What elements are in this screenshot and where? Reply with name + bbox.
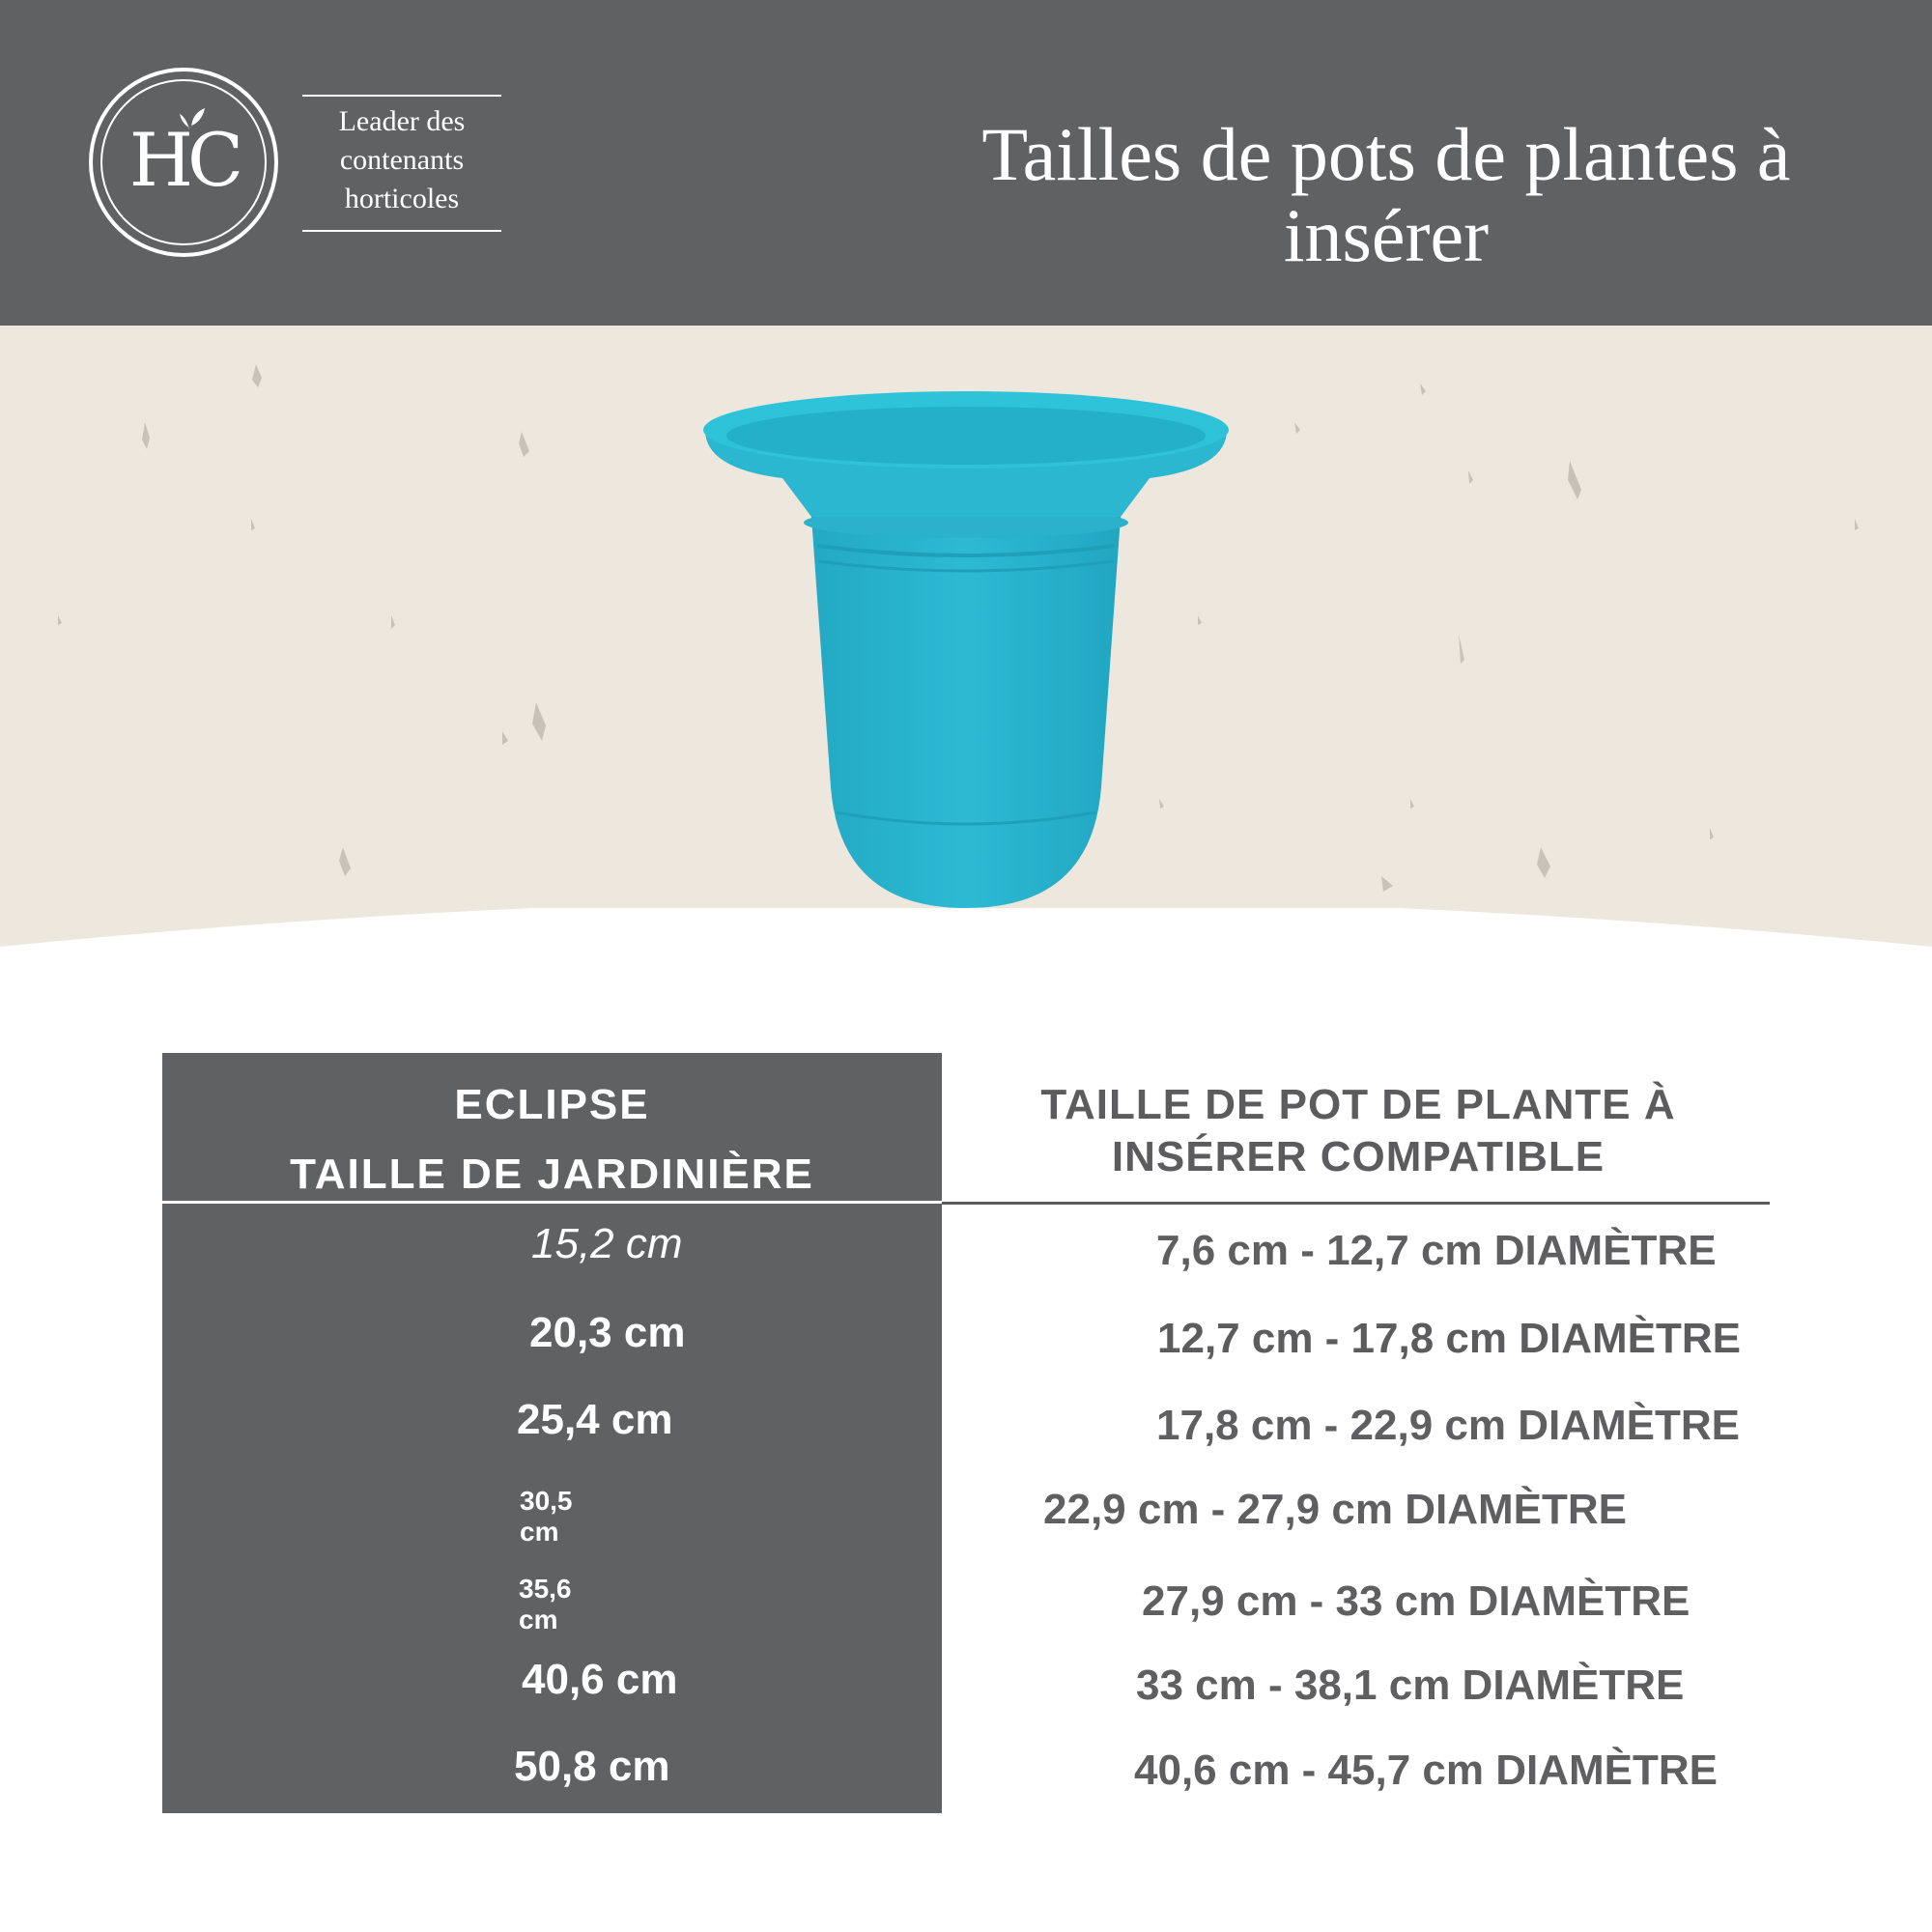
insert-size-cell: 27,9 cm - 33 cm DIAMÈTRE [1142,1577,1690,1625]
planter-size-cell: 30,5 cm [520,1486,573,1547]
insert-size-cell: 33 cm - 38,1 cm DIAMÈTRE [1136,1662,1685,1709]
planter-size-cell: 20,3 cm [529,1309,686,1356]
planter-size-cell: 50,8 cm [514,1743,670,1790]
planter-size-cell: 15,2 cm [531,1220,683,1267]
insert-size-cell: 12,7 cm - 17,8 cm DIAMÈTRE [1157,1315,1742,1362]
planter-size-cell: 40,6 cm [522,1656,678,1703]
header-banner [0,0,1932,326]
insert-size-header: TAILLE DE POT DE PLANTE À INSÉRER COMPATIBLE [1040,1081,1676,1180]
insert-size-cell: 7,6 cm - 12,7 cm DIAMÈTRE [1156,1227,1717,1274]
planter-size-header: ECLIPSE TAILLE DE JARDINIÈRE [290,1081,814,1198]
insert-size-cell: 22,9 cm - 27,9 cm DIAMÈTRE [1043,1486,1628,1533]
planter-size-cell: 35,6 cm [519,1574,572,1634]
page-title: Tailles de pots de plantes à insérer [981,112,1791,277]
insert-size-cell: 40,6 cm - 45,7 cm DIAMÈTRE [1134,1747,1719,1794]
logo-letters: HC [128,117,239,203]
brand-logo [89,68,278,257]
tagline-divider-top [302,95,501,97]
header-divider-left [162,1201,942,1204]
insert-size-cell: 17,8 cm - 22,9 cm DIAMÈTRE [1156,1402,1741,1449]
tagline-divider-bottom [302,230,501,232]
planter-size-cell: 25,4 cm [517,1396,673,1443]
planter-pot-image [696,382,1236,923]
brand-tagline: Leader des contenants horticoles [338,105,466,214]
header-divider-right [942,1202,1770,1205]
